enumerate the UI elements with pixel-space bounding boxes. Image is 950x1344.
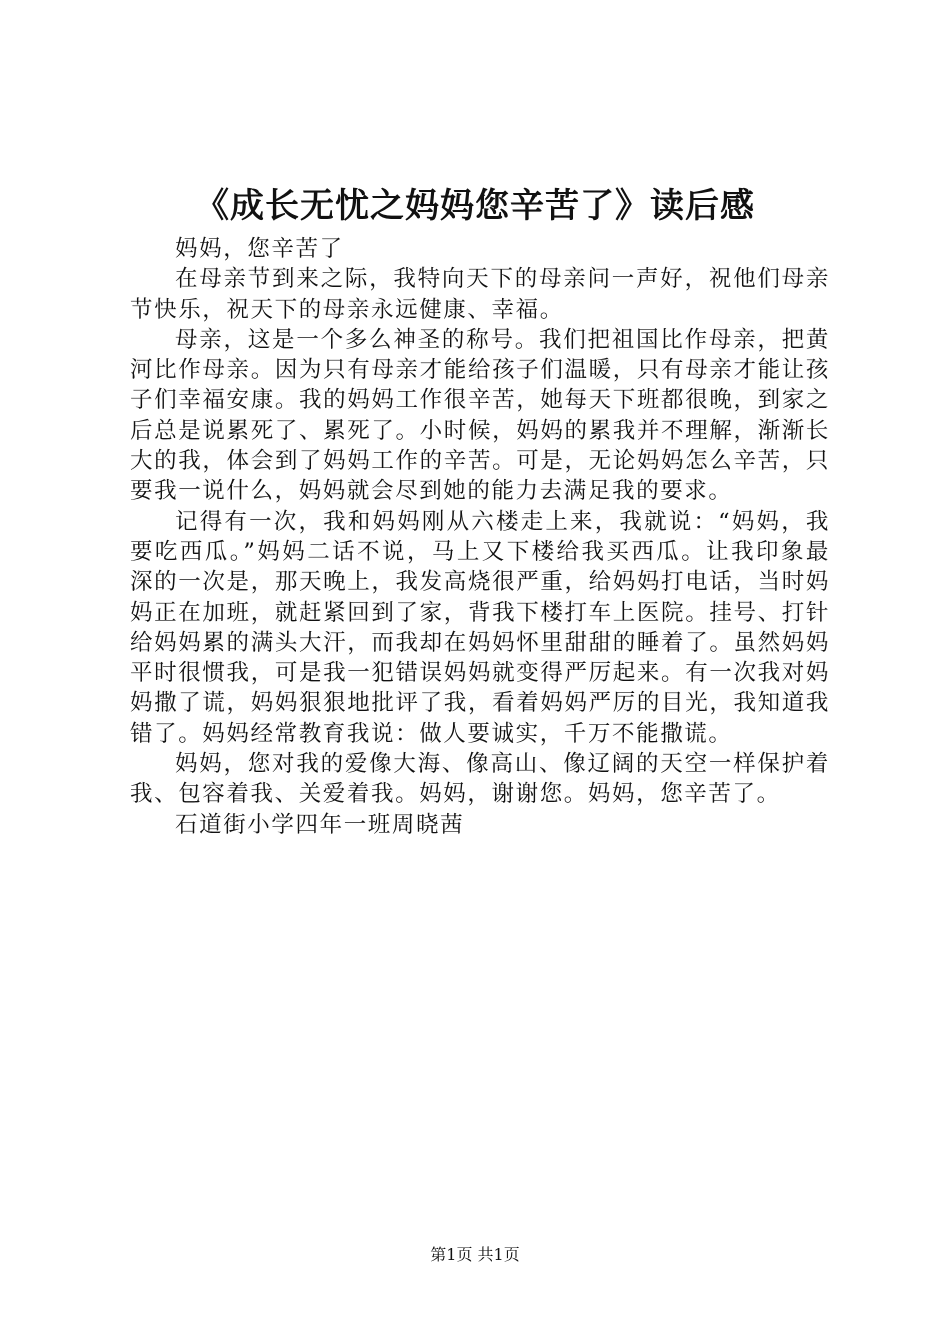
document-body	[130, 234, 830, 840]
paragraph-greeting: 妈妈，您辛苦了	[175, 236, 344, 262]
paragraph-memory: 记得有一次，我和妈妈刚从六楼走上来，我就说：“妈妈，我要吃西瓜。”妈妈二话不说，马上又下楼给我买西瓜。让我印象最深的一次是，那天晚上，我发高烧很严重，给妈妈打电话，当时妈妈正在加班，就赶紧回到了家，背我下楼打车上医院。挂号、打针给妈妈累的满头大汗，而我却在妈妈怀里甜甜的睡着了。虽然妈妈平时很惯我，可是我一犯错误妈妈就变得严厉起来。有一次我对妈妈撒了谎，妈妈狠狠地批评了我，看着妈妈严厉的目光，我知道我错了。妈妈经常教育我说：做人要诚实，千万不能撒谎。	[130, 508, 830, 747]
document-title: 《成长无忧之妈妈您辛苦了》读后感	[195, 186, 755, 226]
author-signature: 石道街小学四年一班周晓茜	[175, 811, 465, 838]
paragraph-gratitude: 妈妈，您对我的爱像大海、像高山、像辽阔的天空一样保护着我、包容着我、关爱着我。妈妈，谢谢您。妈妈，您辛苦了。	[130, 751, 830, 808]
page-footer: 第1页 共1页	[430, 1245, 520, 1264]
paragraph-mother-title: 母亲，这是一个多么神圣的称号。我们把祖国比作母亲，把黄河比作母亲。因为只有母亲才能给孩子们温暖，只有母亲才能让孩子们幸福安康。我的妈妈工作很辛苦，她每天下班都很晚，到家之后总是说累死了、累死了。小时候，妈妈的累我并不理解，渐渐长大的我，体会到了妈妈工作的辛苦。可是，无论妈妈怎么辛苦，只要我一说什么，妈妈就会尽到她的能力去满足我的要求。	[130, 326, 830, 505]
paragraph-mothers-day: 在母亲节到来之际，我特向天下的母亲问一声好，祝他们母亲节快乐，祝天下的母亲永远健康、幸福。	[130, 266, 830, 323]
